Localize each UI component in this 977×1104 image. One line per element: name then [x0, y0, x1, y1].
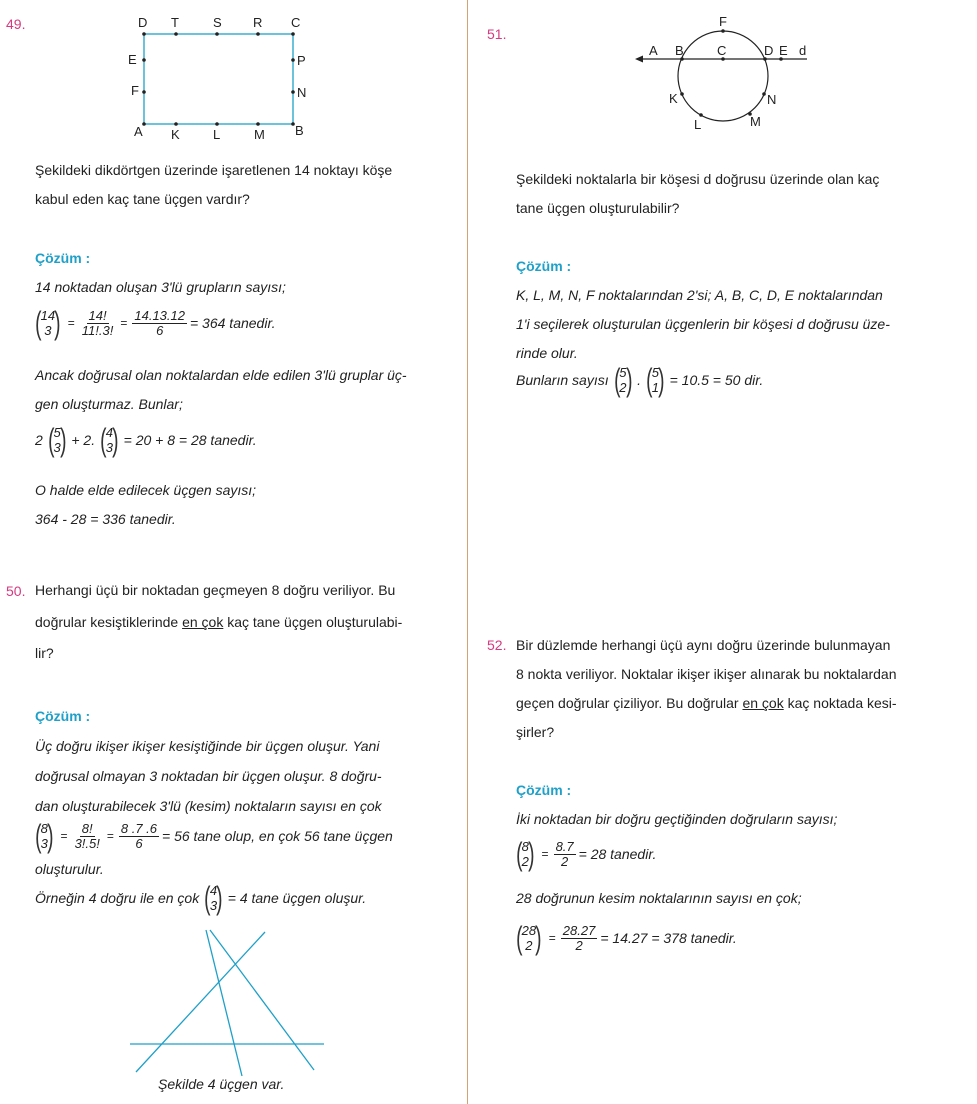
q49-solution-line4: O halde elde edilecek üçgen sayısı;	[35, 482, 257, 498]
binomial: ( 8 2 )	[516, 836, 535, 872]
q50-solution-line3: dan oluşturabilecek 3'lü (kesim) noktaların sayısı en çok	[35, 798, 382, 814]
q51-solution-line1: K, L, M, N, F noktalarından 2'si; A, B, C, D, E noktalarından	[516, 287, 883, 303]
binomial: ( 5 2 )	[613, 362, 633, 398]
q52-text-line3: geçen doğrular çiziliyor. Bu doğrular en çok kaç noktada kesi-	[516, 695, 897, 711]
q52-solution-line2: 28 doğrunun kesim noktalarının sayısı en çok;	[516, 890, 802, 906]
q51-text-line1: Şekildeki noktalarla bir köşesi d doğrusu üzerinde olan kaç	[516, 171, 880, 187]
binomial: ( 8 3 )	[35, 818, 54, 854]
circle-line-figure	[625, 8, 825, 136]
four-lines-figure	[120, 920, 340, 1080]
binomial: ( 4 3 )	[100, 422, 119, 458]
label-B: B	[675, 43, 684, 58]
q49-solution-line3: gen oluşturmaz. Bunlar;	[35, 396, 183, 412]
question-number-52: 52.	[487, 637, 507, 653]
fraction: $\frac{8!}{3!.5!}$	[74, 820, 100, 851]
q51-solution-heading: Çözüm :	[516, 258, 572, 274]
rectangle-points	[142, 32, 295, 126]
question-number-51: 51.	[487, 26, 507, 42]
label-C: C	[717, 43, 727, 58]
q51-solution-line3: rinde olur.	[516, 345, 578, 361]
q50-text-line1: Herhangi üçü bir noktadan geçmeyen 8 doğru veriliyor. Bu	[35, 582, 396, 598]
question-number-50: 50.	[6, 583, 26, 599]
q49-text-line2: kabul eden kaç tane üçgen vardır?	[35, 191, 250, 207]
fraction: $\frac{14!}{11!.3!}$	[81, 307, 114, 338]
label-D: D	[138, 15, 148, 30]
label-C: C	[291, 15, 301, 30]
q52-solution-heading: Çözüm :	[516, 782, 572, 798]
q51-math-1: Bunların sayısı ( 5 2 ) . ( 5 1 ) = 10.5 = 50 dir.	[516, 362, 764, 398]
fraction: $\frac{28.27}{2}$	[562, 922, 596, 953]
line-steep	[206, 930, 242, 1076]
q52-text-line4: şirler?	[516, 724, 555, 740]
label-N: N	[297, 85, 307, 100]
fraction: $\frac{8 .7 .6}{6}$	[120, 820, 158, 851]
line-falling	[210, 930, 314, 1070]
q49-solution-line2: Ancak doğrusal olan noktalardan elde edilen 3'lü gruplar üç-	[35, 367, 407, 383]
label-F: F	[719, 14, 727, 29]
q50-figure-caption: Şekilde 4 üçgen var.	[158, 1076, 285, 1092]
q50-solution-line4: oluşturulur.	[35, 861, 104, 877]
label-F: F	[131, 83, 139, 98]
label-d: d	[799, 43, 807, 58]
q50-text-line2: doğrular kesiştiklerinde en çok kaç tane üçgen oluşturulabi-	[35, 614, 403, 630]
label-N: N	[767, 92, 777, 107]
label-E: E	[128, 52, 137, 67]
q50-solution-line1: Üç doğru ikişer ikişer kesiştiğinde bir üçgen oluşur. Yani	[35, 738, 380, 754]
binomial: ( 4 3 )	[204, 880, 223, 916]
fraction: $\frac{8.7}{2}$	[555, 838, 574, 869]
rectangle-shape	[144, 34, 293, 124]
label-M: M	[254, 127, 265, 142]
binomial: ( 5 1 )	[646, 362, 665, 398]
label-K: K	[171, 127, 180, 142]
q52-math-1: ( 8 2 ) = $\frac{8.7}{2}$ = 28 tanedir.	[514, 838, 656, 870]
label-M: M	[750, 114, 761, 129]
label-T: T	[171, 15, 179, 30]
q50-solution-line2: doğrusal olmayan 3 noktadan bir üçgen oluşur. 8 doğru-	[35, 768, 382, 784]
column-divider	[467, 0, 468, 1104]
q49-math-1: ( 14 3 ) = $\frac{14!}{11!.3!}$ = $\frac{14.13.12}{6}$ = 364 tanedir.	[33, 307, 275, 339]
q50-text-line3: lir?	[35, 645, 54, 661]
label-S: S	[213, 15, 222, 30]
q49-solution-heading: Çözüm :	[35, 250, 91, 266]
question-number-49: 49.	[6, 16, 26, 32]
label-L: L	[694, 117, 702, 132]
q52-text-line2: 8 nokta veriliyor. Noktalar ikişer ikişer alınarak bu noktalardan	[516, 666, 897, 682]
label-P: P	[297, 53, 306, 68]
q50-example: Örneğin 4 doğru ile en çok ( 4 3 ) = 4 tane üçgen oluşur.	[35, 880, 367, 916]
q52-solution-line1: İki noktadan bir doğru geçtiğinden doğruların sayısı;	[516, 811, 838, 827]
binomial: ( 14 3 )	[35, 305, 61, 341]
label-E: E	[779, 43, 788, 58]
q50-math-1: ( 8 3 ) = $\frac{8!}{3!.5!}$ = $\frac{8 .7 .6}{6}$ = 56 tane olup, en çok 56 tane üçgen	[33, 820, 393, 852]
rectangle-figure	[120, 10, 320, 145]
label-A: A	[134, 124, 143, 139]
fraction: $\frac{14.13.12}{6}$	[134, 307, 185, 338]
q51-text-line2: tane üçgen oluşturulabilir?	[516, 200, 680, 216]
binomial: ( 5 3 )	[47, 422, 67, 458]
q49-solution-line1: 14 noktadan oluşan 3'lü grupların sayısı;	[35, 279, 286, 295]
label-R: R	[253, 15, 263, 30]
line-rising	[136, 932, 265, 1072]
q50-solution-heading: Çözüm :	[35, 708, 91, 724]
line-arrow	[635, 56, 643, 63]
label-L: L	[213, 127, 221, 142]
q52-text-line1: Bir düzlemde herhangi üçü aynı doğru üzerinde bulunmayan	[516, 637, 891, 653]
q49-text-line1: Şekildeki dikdörtgen üzerinde işaretlenen 14 noktayı köşe	[35, 162, 393, 178]
label-B: B	[295, 123, 304, 138]
binomial: ( 28 2 )	[516, 920, 542, 956]
label-A: A	[649, 43, 658, 58]
q52-math-2: ( 28 2 ) = $\frac{28.27}{2}$ = 14.27 = 378 tanedir.	[514, 922, 737, 954]
q51-solution-line2: 1'i seçilerek oluşturulan üçgenlerin bir köşesi d doğrusu üze-	[516, 316, 890, 332]
q49-solution-line5: 364 - 28 = 336 tanedir.	[35, 511, 176, 527]
q49-math-2: 2 ( 5 3 ) + 2. ( 4 3 ) = 20 + 8 = 28 tanedir.	[35, 422, 257, 458]
label-K: K	[669, 91, 678, 106]
label-D: D	[764, 43, 774, 58]
